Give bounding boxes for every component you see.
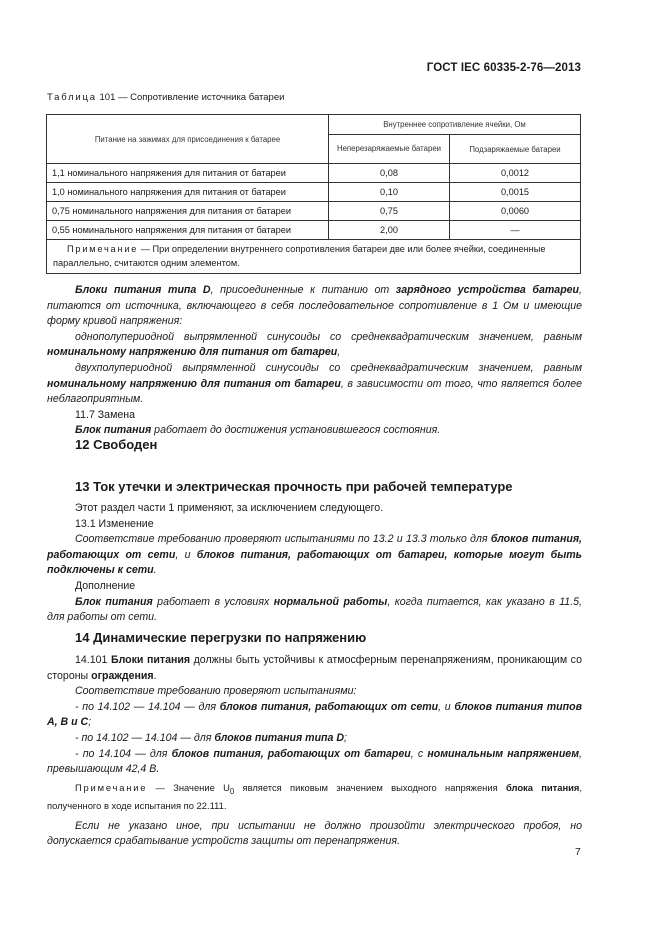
row-label: 0,75 номинального напряжения для питания от батареи <box>47 202 329 221</box>
paragraph-type-d: Блоки питания типа D, присоединенные к питанию от зарядного устройства батареи, питаются от источника, включающего в себя последовательное сопротивление в 1 Ом и имеющие форму кривой напряжения: <box>47 284 582 328</box>
paragraph-11-7: Блок питания работает до достижения установившегося состояния. <box>75 424 441 437</box>
table-row <box>47 221 581 240</box>
row-label: 0,55 номинального напряжения для питания от батареи <box>47 221 329 240</box>
section-14-text <box>47 653 582 850</box>
row-label: 1,0 номинального напряжения для питания от батареи <box>47 183 329 202</box>
resistance-table <box>46 114 581 274</box>
list-item: - по 14.102 — 14.104 — для блоков питания, работающих от сети, и блоков питания типов A, B и C; <box>47 700 582 729</box>
subsection-11-7-title: 11.7 Замена <box>75 408 135 421</box>
paragraph-14-101: 14.101 Блоки питания должны быть устойчивы к атмосферным перенапряжениям, проникающим со стороны ограждения. <box>47 654 582 682</box>
table-note-label: Примечание <box>67 244 139 254</box>
addition-label: Дополнение <box>75 579 136 592</box>
row-value-rechargeable: 0,0012 <box>450 164 581 183</box>
paragraph-half-wave: однополупериодной выпрямленной синусоиды со среднеквадратическим значением, равным номинальному напряжению для питания от батареи, <box>47 330 582 359</box>
paragraph-final: Если не указано иное, при испытании не должно произойти электрического пробоя, но допускается срабатывание устройств защиты от перенапряжения. <box>47 819 582 848</box>
section-14-heading: 14 Динамические перегрузки по напряжению <box>75 630 367 645</box>
table-row <box>47 164 581 183</box>
list-item: - по 14.102 — 14.104 — для блоков питания типа D; <box>75 731 347 744</box>
section-13-heading: 13 Ток утечки и электрическая прочность при рабочей температуре <box>75 479 513 494</box>
paragraph-14-check: Соответствие требованию проверяют испытаниями: <box>75 685 357 698</box>
row-value-rechargeable: 0,0060 <box>450 202 581 221</box>
list-item: - по 14.104 — для блоков питания, работающих от батареи, с номинальным напряжением, превышающим 42,4 В. <box>47 747 582 776</box>
row-value-rechargeable: — <box>450 221 581 240</box>
table-header-supply: Питание на зажимах для присоединения к батарее <box>47 115 329 164</box>
row-label: 1,1 номинального напряжения для питания от батареи <box>47 164 329 183</box>
table-header-nonrechargeable: Неперезаряжаемые батареи <box>329 135 450 164</box>
row-value-nonrechargeable: 2,00 <box>329 221 450 240</box>
table-note <box>47 240 581 274</box>
section-13-intro: Этот раздел части 1 применяют, за исключением следующего. <box>75 502 384 514</box>
table-header-rechargeable: Подзаряжаемые батареи <box>450 135 581 164</box>
section-14-note: Примечание — Значение $U_0$ является пиковым значением выходного напряжения блока питания, полученного в ходе испытания по 22.111. <box>47 781 582 811</box>
table-caption <box>47 92 284 103</box>
table-header-resistance: Внутреннее сопротивление ячейки, Ом <box>329 115 581 135</box>
table-row <box>47 202 581 221</box>
row-value-nonrechargeable: 0,10 <box>329 183 450 202</box>
standard-header: ГОСТ IEC 60335-2-76—2013 <box>426 62 581 74</box>
paragraph-13-addition: Блок питания работает в условиях нормальной работы, когда питается, как указано в 11.5, для работы от сети. <box>47 595 582 624</box>
section-12-heading: 12 Свободен <box>75 437 158 452</box>
subsection-13-1-title: 13.1 Изменение <box>75 517 154 530</box>
row-value-rechargeable: 0,0015 <box>450 183 581 202</box>
paragraph-13-1: Соответствие требованию проверяют испытаниями по 13.2 и 13.3 только для блоков питания, работающих от сети, и блоков питания, работающих от батареи, которые могут быть подключены к сети. <box>47 533 582 577</box>
section-13-text <box>47 501 582 626</box>
page-number: 7 <box>575 846 581 858</box>
section-11-text <box>47 283 582 439</box>
row-value-nonrechargeable: 0,08 <box>329 164 450 183</box>
table-note-row <box>47 240 581 274</box>
table-caption-title: 101 — Сопротивление источника батареи <box>96 92 285 103</box>
table-note-text: — При определении внутреннего сопротивления батареи две или более ячейки, соединенные параллельно, считаются одним элементом. <box>53 244 546 268</box>
paragraph-full-wave: двухполупериодной выпрямленной синусоиды со среднеквадратическим значением, равным номинальному напряжению для питания от батареи, в зависимости от того, что является более неблагоприятным. <box>47 361 583 406</box>
table-caption-label: Таблица <box>47 92 97 103</box>
row-value-nonrechargeable: 0,75 <box>329 202 450 221</box>
table-row <box>47 183 581 202</box>
